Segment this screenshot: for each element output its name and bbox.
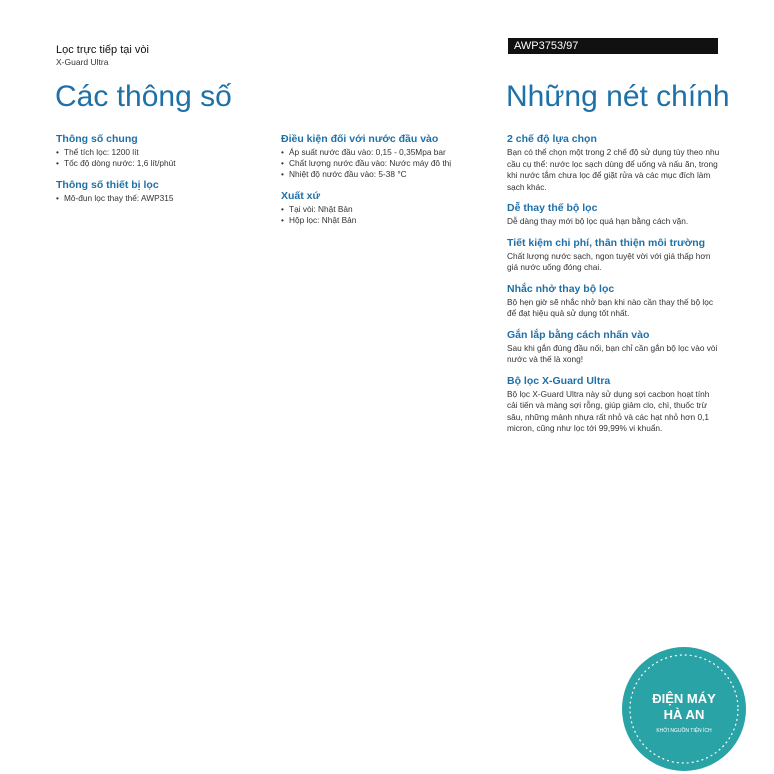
spec-item: • Hộp lọc: Nhật Bản [281, 215, 496, 226]
spec-item: • Áp suất nước đầu vào: 0,15 - 0,35Mpa bar [281, 147, 496, 158]
feature-item [507, 237, 722, 274]
spec-item: • Nhiệt độ nước đầu vào: 5-38 °C [281, 169, 496, 180]
specs-left-column [56, 133, 266, 214]
feature-text: Bạn có thể chọn một trong 2 chế độ sử dụng tùy theo nhu cầu cụ thể: nước lọc sạch dùng để uống và nấu ăn, trong khi nước tắm chưa lọc để giặt rửa và các mục đích làm sạch khác. [507, 147, 720, 192]
spec-item: • Thể tích lọc: 1200 lít [56, 147, 266, 158]
specs-heading: Các thông số [55, 80, 232, 113]
logo-tagline: KHỞI NGUỒN TIỆN ÍCH [656, 728, 712, 734]
spec-item: • Tốc độ dòng nước: 1,6 lít/phút [56, 158, 266, 169]
brand-logo [620, 645, 748, 773]
spec-item: • Chất lượng nước đầu vào: Nước máy đô thị [281, 158, 496, 169]
spec-section-title: Điều kiện đối với nước đầu vào [281, 133, 439, 145]
feature-title: Tiết kiệm chi phí, thân thiện môi trường [507, 236, 706, 249]
feature-title: Bộ lọc X-Guard Ultra [507, 374, 611, 387]
spec-item: • Mô-đun lọc thay thế: AWP315 [56, 193, 266, 204]
feature-item [507, 329, 722, 366]
specs-right-column [281, 133, 496, 236]
header-subtitle: X-Guard Ultra [56, 57, 109, 67]
feature-text: Sau khi gắn đúng đầu nối, bạn chỉ cần gắn bộ lọc vào vòi nước và thế là xong! [507, 342, 718, 364]
header-title: Lọc trực tiếp tại vòi [56, 44, 149, 56]
feature-item [507, 283, 722, 320]
spec-section [56, 179, 266, 204]
feature-text: Bộ lọc X-Guard Ultra này sử dụng sợi cacbon hoạt tính cải tiến và màng sợi rỗng, giúp giảm clo, chì, thuốc trừ sâu, những mảnh nhựa rất nhỏ và các hạt nhỏ hơn 0,1 micron, cũng như lọc tới 99,99% vi khuẩn. [507, 388, 710, 433]
feature-text: Bộ hẹn giờ sẽ nhắc nhở bạn khi nào cần thay thế bộ lọc để đạt hiệu quả sử dụng tốt nhất. [507, 296, 714, 318]
feature-item [507, 375, 722, 435]
logo-line1: ĐIỆN MÁY [652, 691, 716, 706]
feature-title: Dễ thay thế bộ lọc [507, 202, 598, 214]
spec-section-title: Thông số thiết bị lọc [56, 179, 159, 191]
feature-text: Chất lượng nước sạch, ngon tuyệt vời với giá thấp hơn giá nước uống đóng chai. [507, 250, 711, 272]
feature-item [507, 202, 722, 228]
spec-list [56, 147, 266, 169]
logo-line2: HÀ AN [663, 707, 705, 722]
spec-section-title: Thông số chung [56, 133, 138, 145]
feature-item [507, 133, 722, 193]
spec-list [56, 193, 266, 204]
spec-section-title: Xuất xứ [281, 190, 321, 202]
spec-list [281, 147, 496, 180]
feature-title: Nhắc nhở thay bộ lọc [507, 282, 615, 295]
feature-title: 2 chế độ lựa chọn [507, 133, 597, 145]
feature-title: Gắn lắp bằng cách nhấn vào [507, 328, 650, 341]
spec-section [56, 133, 266, 169]
spec-item: • Tại vòi: Nhật Bản [281, 204, 496, 215]
spec-section [281, 190, 496, 226]
highlights-column [507, 133, 722, 444]
highlights-heading: Những nét chính [506, 80, 730, 113]
spec-list [281, 204, 496, 226]
model-bar: AWP3753/97 [508, 38, 718, 54]
spec-section [281, 133, 496, 180]
feature-text: Dễ dàng thay mới bộ lọc quá hạn bằng cách vặn. [507, 216, 689, 226]
